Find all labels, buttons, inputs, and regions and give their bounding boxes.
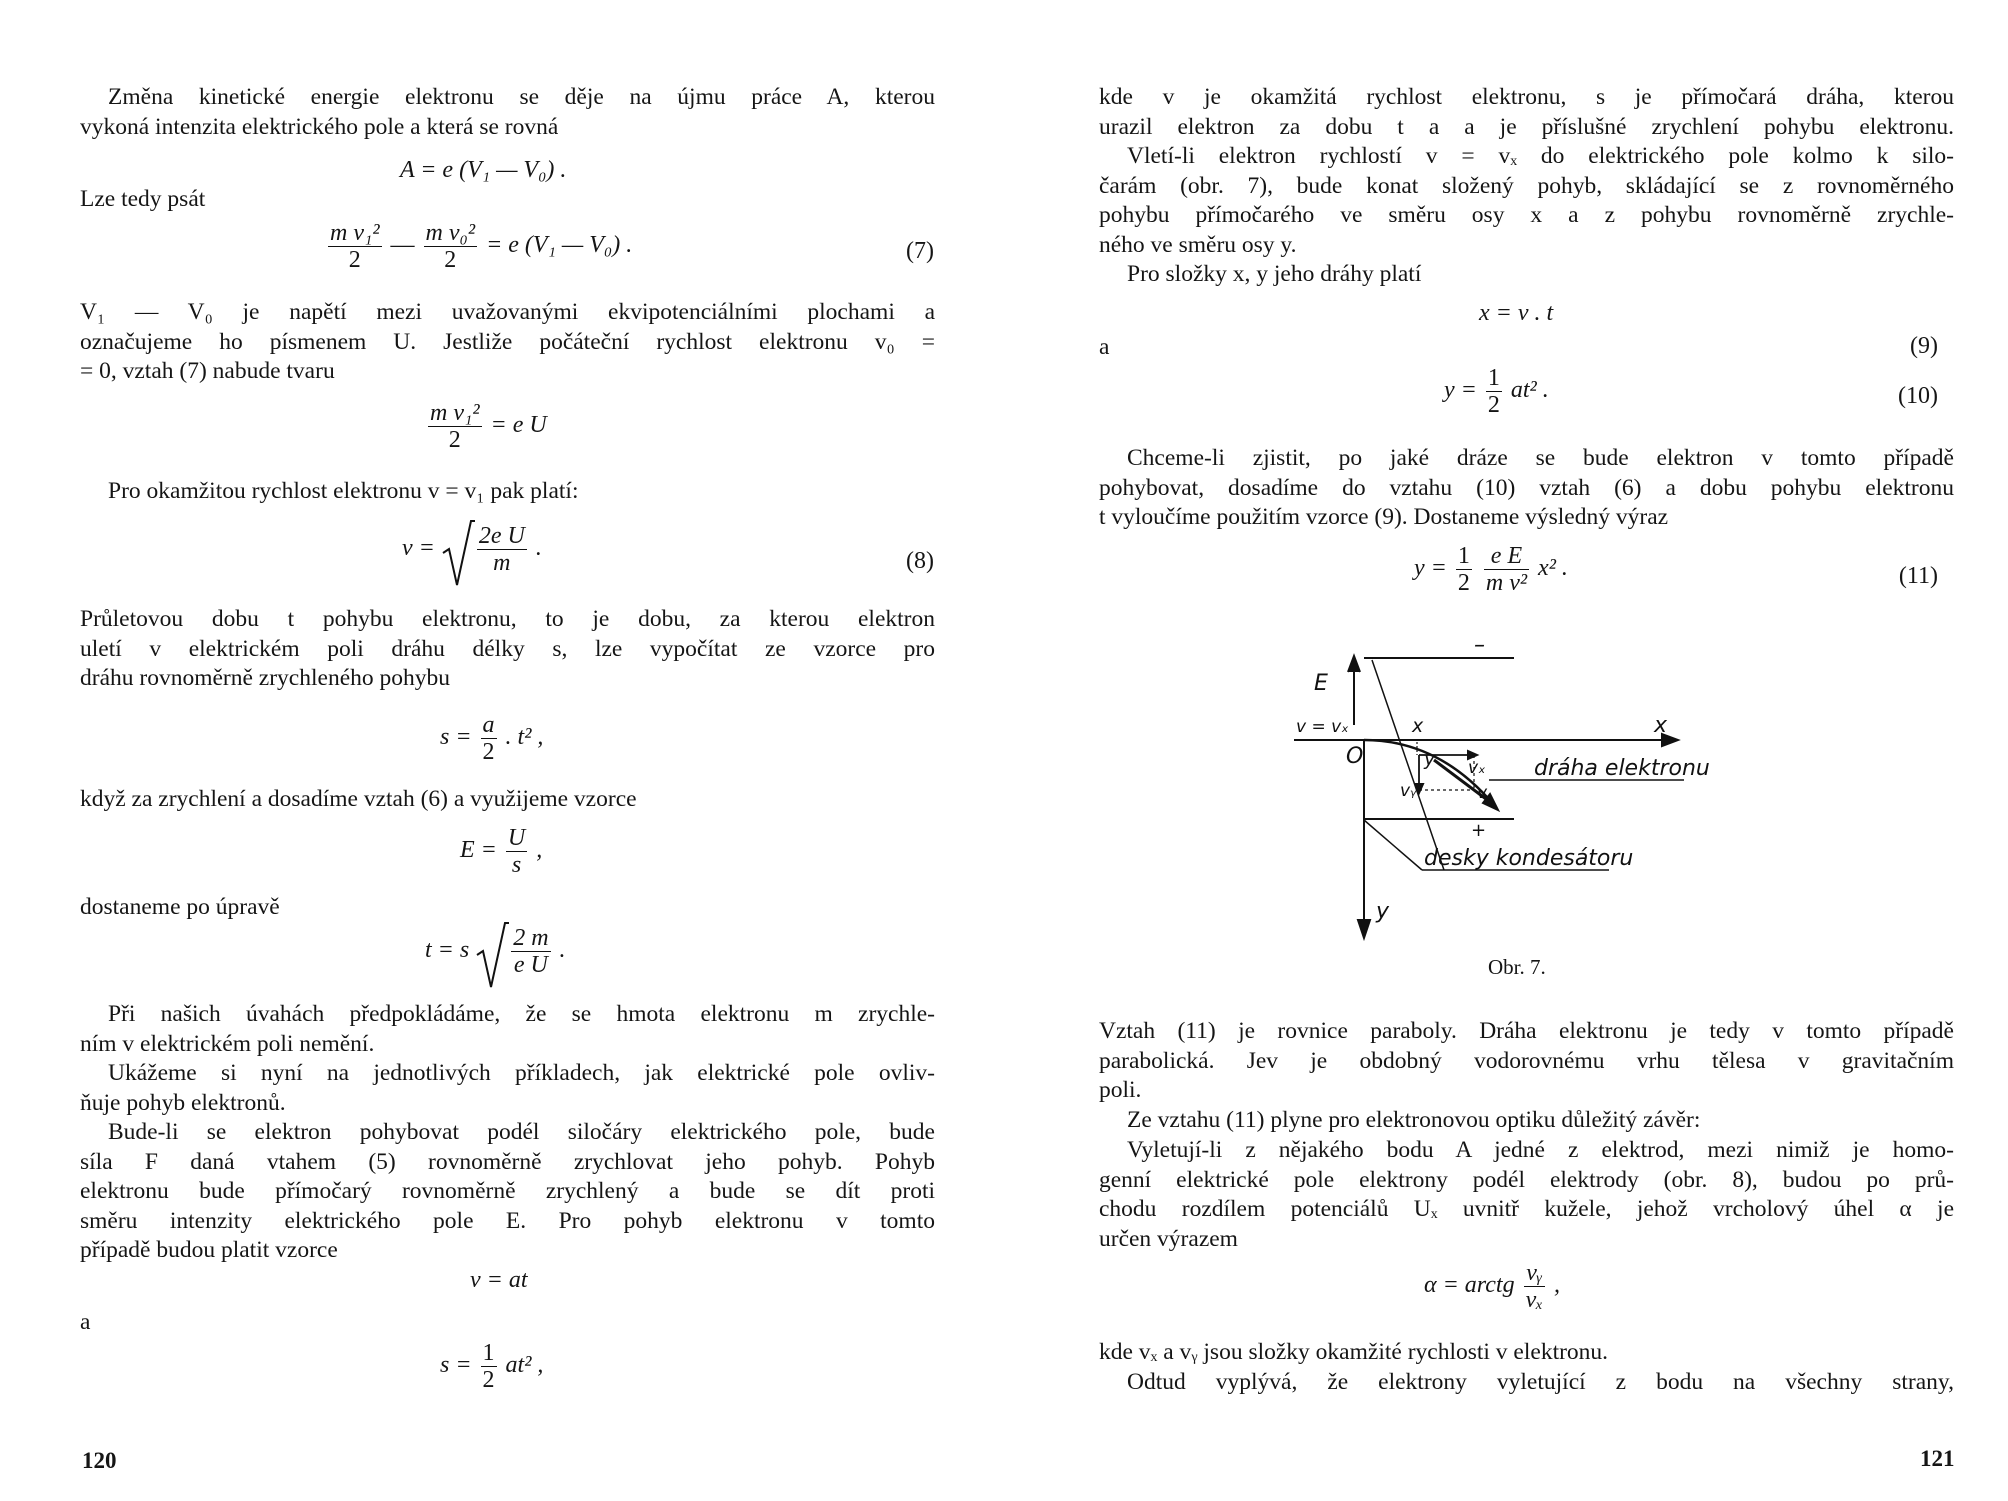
equation-field: E = $\frac{U}{s}$ , [460,825,543,878]
equation-number-11: (11) [1898,563,1938,589]
text-line: pohybu přímočarého ve směru osy x a z pohybu rovnoměrně zrychle- [1099,202,1954,228]
paragraph [1099,1368,1954,1398]
paragraph [1099,1136,1954,1254]
label-v-eq-vx: v = vₓ [1296,717,1349,737]
label-v: v [1477,783,1488,803]
paragraph: a [80,1309,91,1335]
paragraph [1099,142,1954,260]
equation-number-10: (10) [1898,383,1938,409]
text-line: vykoná intenzita elektrického pole a která se rovná [80,113,559,140]
figure-caption: Obr. 7. [1488,955,1546,979]
text-line: Vletí-li elektron rychlostí v = vₓ do elektrického pole kolmo k silo- [1127,143,1954,169]
text-line: urazil elektron za dobu t a a je příslušné zrychlení pohybu elektronu. [1099,113,1954,140]
paragraph [1099,83,1954,142]
figure-electron-deflection [1264,630,1784,950]
equation-9: x = v . t [1479,300,1554,326]
text-line: ňuje pohyb elektronů. [80,1089,286,1116]
paragraph [1099,444,1954,533]
text-line: určen výrazem [1099,1225,1238,1252]
paragraph [80,605,935,694]
text-line: Odtud vyplývá, že elektrony vyletující z bodu na všechny strany, [1127,1369,1954,1395]
paragraph [80,1000,935,1059]
text-line: poli. [1099,1077,1142,1103]
text-line: případě budou platit vzorce [80,1237,338,1263]
equation-8: v = $\frac{\text{2e U}}{m}$ . [402,523,542,576]
equation-number-8: (8) [906,548,934,574]
text-line: genní elektrické pole elektrony podél elektrody (obr. 8), budou po prů- [1099,1166,1954,1193]
label-electron-path: dráha elektronu [1534,756,1710,781]
text-line: = 0, vztah (7) nabude tvaru [80,358,335,384]
label-vy: vᵧ [1400,781,1417,801]
text-line: ním v elektrickém poli nemění. [80,1030,375,1057]
text-line: Při našich úvahách předpokládáme, že se hmota elektronu m zrychle- [108,1001,935,1027]
paragraph: a [1099,334,1110,360]
label-origin: O [1346,744,1364,769]
text-line: chodu rozdílem potenciálů Uₓ uvnitř kužele, jehož vrcholový úhel α je [1099,1196,1954,1222]
right-page [1004,0,2008,1501]
label-y-axis: y [1376,899,1390,924]
paragraph [80,1059,935,1118]
paragraph: Ze vztahu (11) plyne pro elektronovou optiku důležitý závěr: [1127,1107,1701,1133]
paragraph: když za zrychlení a dosadíme vztah (6) a využijeme vzorce [80,786,637,812]
text-line: Ukážeme si nyní na jednotlivých příkladech, jak elektrické pole ovliv- [108,1060,935,1086]
paragraph: dostaneme po úpravě [80,894,280,920]
paragraph: kde vₓ a vᵧ jsou složky okamžité rychlosti v elektronu. [1099,1339,1609,1365]
equation-time: t = s $\frac{2 m}{\text{e U}}$ . [425,925,566,978]
equation-kinetic: $\frac{\text{m v₁²}}{2}$ = e U [430,400,547,453]
text-line: kde v je okamžitá rychlost elektronu, s je přímočará dráha, kterou [1099,84,1954,110]
page-number: 121 [1920,1446,1955,1471]
paragraph: Lze tedy psát [80,186,206,212]
label-capacitor-plates: desky kondesátoru [1424,846,1634,871]
label-x-small: x [1412,715,1424,737]
page-number: 120 [82,1448,117,1473]
text-line: t vyloučíme použitím vzorce (9). Dostaneme výsledný výraz [1099,504,1669,530]
label-y-small: y [1424,748,1436,770]
text-line: směru intenzity elektrického pole E. Pro pohyb elektronu v tomto [80,1207,935,1234]
equation-velocity: v = at [470,1267,528,1293]
text-line: parabolická. Jev je obdobný vodorovnému vrhu tělesa v gravitačním [1099,1047,1954,1074]
text-line: čarám (obr. 7), bude konat složený pohyb, skládající se z rovnoměrného [1099,172,1954,199]
text-line: Chceme-li zjistit, po jaké dráze se bude elektron v tomto případě [1127,445,1954,471]
text-line: Změna kinetické energie elektronu se děje na újmu práce A, kterou [108,84,935,110]
text-line: pohybovat, dosadíme do vztahu (10) vztah (6) a dobu pohybu elektronu [1099,474,1954,501]
label-vx: vₓ [1468,758,1486,778]
equation-7: $\frac{\text{m v₁²}}{2}$ — $\frac{\text{m v₀²}}{2}$ = e (V₁ — V₀) . [330,220,633,273]
text-line: Vztah (11) je rovnice paraboly. Dráha elektronu je tedy v tomto případě [1099,1018,1954,1044]
text-line: Vyletují-li z nějakého bodu A jedné z elektrod, mezi nimiž je homo- [1127,1137,1954,1163]
equation-alpha: α = arctg $\frac{\text{vᵧ}}{\text{vₓ}}$ , [1424,1260,1561,1313]
text-line: elektronu bude přímočarý rovnoměrně zrychlený a bude se dít proti [80,1178,935,1204]
text-line: ného ve směru osy y. [1099,231,1297,258]
equation-distance-2: s = $\frac{1}{2}$ at² , [440,1340,544,1393]
e-arrow-head [1348,656,1360,672]
text-line: označujeme ho písmenem U. Jestliže počáteční rychlost elektronu v₀ = [80,328,935,355]
label-E: E [1314,671,1328,696]
text-line: dráhu rovnoměrně zrychleného pohybu [80,665,450,691]
equation-distance: s = $\frac{a}{2}$ . t² , [440,712,544,765]
text-line: Průletovou dobu t pohybu elektronu, to je dobu, za kterou elektron [80,606,935,632]
equation-number-7: (7) [906,238,934,264]
paragraph [80,83,935,142]
equation-10: y = $\frac{1}{2}$ at² . [1444,365,1549,418]
text-line: V₁ — V₀ je napětí mezi uvažovanými ekvipotenciálními plochami a [80,299,935,325]
text-line: Bude-li se elektron pohybovat podél siločáry elektrického pole, bude [108,1119,935,1145]
text-line: uletí v elektrickém poli dráhu délky s, lze vypočítat ze vzorce pro [80,635,935,662]
label-plus: + [1471,820,1487,841]
paragraph: Pro složky x, y jeho dráhy platí [1127,261,1422,287]
paragraph [1099,1017,1954,1106]
equation-number-9: (9) [1910,333,1938,359]
equation-11: y = $\frac{1}{2}$ $\frac{\text{e E}}{\text{m v²}}$ x² . [1414,543,1568,596]
label-x-axis: x [1654,713,1668,738]
paragraph [80,298,935,387]
paragraph [80,1118,935,1266]
equation-work: A = e (V₁ — V₀) . [400,157,567,183]
label-minus: – [1474,633,1485,658]
text-line: síla F daná vtahem (5) rovnoměrně zrychlovat jeho pohyb. Pohyb [80,1148,935,1175]
paragraph: Pro okamžitou rychlost elektronu v = v₁ pak platí: [108,478,579,504]
